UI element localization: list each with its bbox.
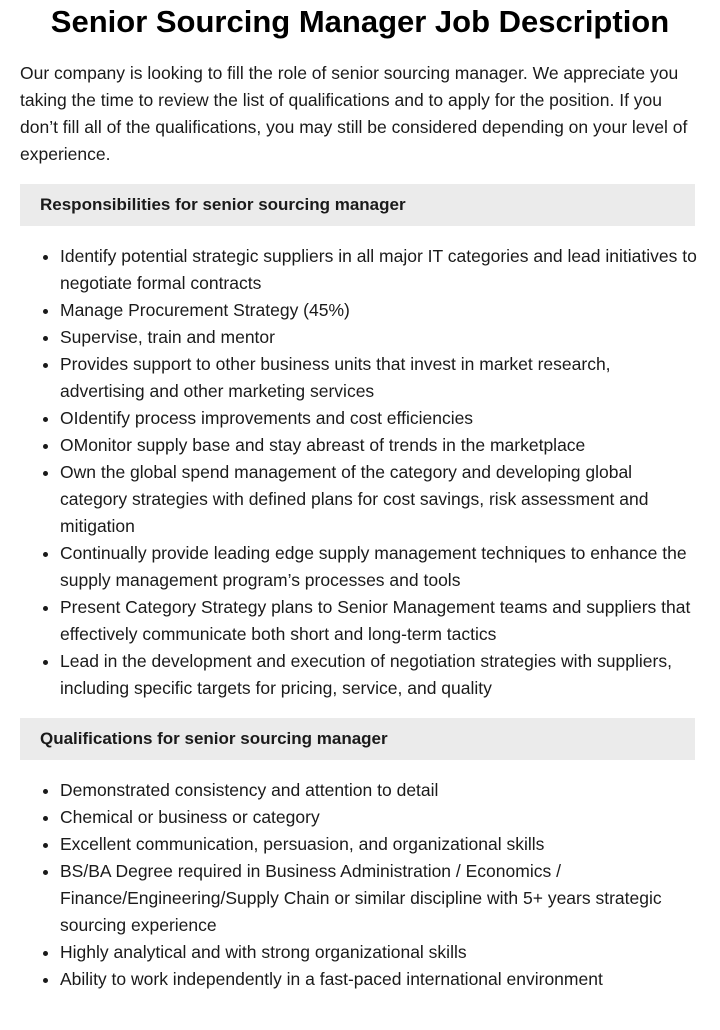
list-item: • Excellent communication, persuasion, and organizational skills (60, 831, 700, 858)
list-item: • Ability to work independently in a fast-paced international environment (60, 966, 700, 993)
list-item: • Highly analytical and with strong organizational skills (60, 939, 700, 966)
list-item: • Provides support to other business units that invest in market research, advertising and other marketing services (60, 351, 700, 405)
responsibilities-list (20, 243, 700, 702)
qualifications-list (20, 777, 700, 993)
list-item: • Present Category Strategy plans to Senior Management teams and suppliers that effectively communicate both short and long-term tactics (60, 594, 700, 648)
list-item: • Manage Procurement Strategy (45%) (60, 297, 700, 324)
list-item: • BS/BA Degree required in Business Administration / Economics / Finance/Engineering/Supply Chain or similar discipline with 5+ years strategic sourcing experience (60, 858, 700, 939)
list-item: • OIdentify process improvements and cost efficiencies (60, 405, 700, 432)
list-item: • Demonstrated consistency and attention to detail (60, 777, 700, 804)
page-title: Senior Sourcing Manager Job Description (50, 4, 670, 39)
responsibilities-heading: Responsibilities for senior sourcing manager (20, 184, 695, 226)
list-item: • Supervise, train and mentor (60, 324, 700, 351)
list-item: • Identify potential strategic suppliers in all major IT categories and lead initiatives to negotiate formal contracts (60, 243, 700, 297)
list-item: • Lead in the development and execution of negotiation strategies with suppliers, including specific targets for pricing, service, and quality (60, 648, 700, 702)
list-item: • Chemical or business or category (60, 804, 700, 831)
qualifications-heading: Qualifications for senior sourcing manager (20, 718, 695, 760)
intro-paragraph: Our company is looking to fill the role of senior sourcing manager. We appreciate you taking the time to review the list of qualifications and to apply for the position. If you don’t fill all of the qualifications, you may still be considered depending on your level of experience. (20, 63, 688, 164)
list-item: • Continually provide leading edge supply management techniques to enhance the supply management program’s processes and tools (60, 540, 700, 594)
list-item: • Own the global spend management of the category and developing global category strategies with defined plans for cost savings, risk assessment and mitigation (60, 459, 700, 540)
list-item: • OMonitor supply base and stay abreast of trends in the marketplace (60, 432, 700, 459)
